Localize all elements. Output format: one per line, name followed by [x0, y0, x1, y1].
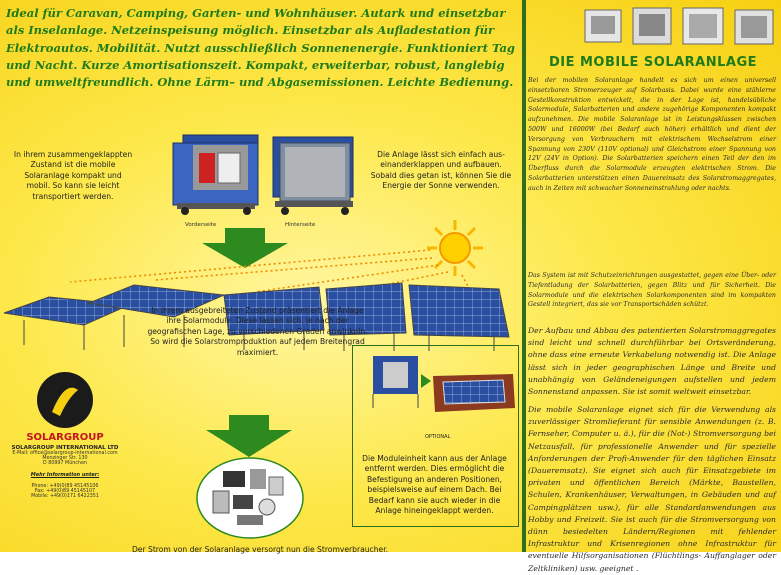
company-city: D 80997 München: [43, 461, 87, 466]
logo-text: SOLARGROUP: [26, 432, 104, 443]
label-front: Vorderseite: [185, 222, 217, 228]
paragraph-setup: Der Aufbau und Abbau des patentierten Solarstromaggregates sind leicht und schnell durchführbar bei Ortsveränderung, ohne dass eine erneute Verkabelung notwendig ist. Die Anlage lässt sich in jeder geographischen Länge und Breite und unabhängig von Geländeneigungen aufstellen und jedem Sonnenstand anpassen. Sie ist somit weltweit einsetzbar.: [528, 326, 776, 397]
column-divider: [522, 0, 526, 552]
caption-setup: Die Anlage lässt sich einfach aus- einanderklappen und aufbauen. Sobald dies getan ist, können Sie die Energie der Sonne verwenden.: [370, 149, 512, 191]
company-phone: Phone: +49(0)89 45145106: [31, 484, 99, 489]
paragraph-protection: Das System ist mit Schutzeinrichtungen ausgestattet, gegen eine Über- oder Tiefentladung der Solarbatterien, gegen Blitz und für Sicherheit. Die Solarmodule und die elektrischen Solarkomponenten sind im kompakten Gestell integriert, das sie vor Transportschäden schützt.: [528, 272, 776, 309]
paragraph-intro: Bei der mobilen Solaranlage handelt es sich um einen universell einsetzbaren Stromerzeuger auf Solarbasis. Dabei wurde eine stählerne Gestellkonstruktion entwickelt, die in der Lage ist, handelsübliche Solarmodule, Solarbatterien und andere zugehörige Komponenten kompakt aufzunehmen. Die mobile Solaranlage ist in Leistungsklassen zwischen 500W und 16000W (bei Bedarf auch höher) erhältlich und dient der Versorgung von Verbrauchern mit elektrischem Wechselstrom einer Spannung von 230V (110V optional) und Gleichstrom einer Spannung von 12V (24V in Option). Die Solarbatterien speichern einen Teil der den im Überfluss durch die Solarmodule erzeugten elektrischen Strom. Die Solarbatterien unterstützen einen Dauereinsatz des Solarstromaggregates, auch in Zeiten mit schwacher Sonneneinstrahlung oder nachts.: [528, 77, 776, 192]
label-back: Hinterseite: [285, 222, 316, 228]
company-fax: Fax: +49(0)89 45145107: [34, 489, 96, 494]
more-info-heading: Mehr Information unter:: [30, 472, 100, 478]
company-mobile: Mobile: +49(0)171 6422351: [31, 494, 99, 499]
company-name: SOLARGROUP INTERNATIONAL LTD: [11, 445, 119, 451]
company-block: [10, 432, 120, 499]
caption-folded: In ihrem zusammengeklappten Zustand ist die mobile Solaranlage kompakt und mobil. So kann sie leicht transportiert werden.: [13, 149, 133, 201]
optional-box: [352, 345, 519, 527]
array-5: [409, 285, 509, 351]
paragraph-uses: Die mobile Solaranlage eignet sich für die Verwendung als zuverlässiger Stromlieferant für sensible Anwendungen (z. B. Fernseher, Computer u. ä.), für die (Not-) Stromversorgung bei Netzausfall, für professionelle Anwender und für spezielle Anforderungen der Profi-Anwender für den täglichen Einsatz (Daueremsatz). Sie eignet sich auch für Einsatzgebiete im privaten und öffentlichen Bereich (Märkte, Baustellen, Schulen, Krankenhäuser, Verwaltungen, in Gebäuden und auf Campingplätzen usw.), für alle Standardanwendungen aus Hobby und Freizeit. Sie ist auch für die Stromversorgung von dünn besiedelten Ländern/Regionen mit fehlender Infrastruktur und Krisenregionen ohne Infrastruktur für eventuelle Hilfsorganisationen (Flüchtlings- Auffanglager oder Zeltkliniken) usw. geeignet .: [528, 405, 776, 573]
headline: Ideal für Caravan, Camping, Garten- und Wohnhäuser. Autark und einsetzbar als Inselanlage. Netzeinspeisung möglich. Einsetzbar als Aufladestation für Elektroautos. Mobilität. Nutzt ausschließlich Sonnenenergie. Funktioniert Tag und Nacht. Kurze Amortisationszeit. Kompakt, erweiterbar, robust, langlebig und umweltfreundlich. Ohne Lärm– und Abgasemissionen. Leichte Bedienung.: [6, 6, 515, 90]
company-street: Menzinger Str. 130: [42, 456, 88, 461]
optional-roof-illustration: [353, 346, 518, 426]
consumers-illustration: [195, 457, 305, 539]
optional-label: OPTIONAL: [425, 434, 451, 440]
product-thumbnails: [585, 4, 775, 49]
caption-expanded: In ihrem ausgebreiteten Zustand präsentiert die Anlage ihre Solarmodule. Diese lassen sich, je nach der geografischen Lage, zu verschiedenen Graden anwinkeln. So wird die Solarstromproduktion auf jedem Breitengrad maximiert.: [147, 305, 368, 357]
caption-bottom: Der Strom von der Solaranlage versorgt nun die Stromverbraucher.: [131, 544, 389, 554]
caption-optional: Die Moduleinheit kann aus der Anlage entfernt werden. Dies ermöglicht die Befestigung an anderen Positionen, beispielsweise auf einem Dach. Bei Bedarf kann sie auch wieder in die Anlage hineingeklappt werden.: [362, 453, 507, 516]
page-title: DIE MOBILE SOLARANLAGE: [548, 55, 758, 70]
solargroup-logo-icon: [30, 370, 100, 430]
company-email[interactable]: E-Mail: office@solargroup-international.com: [12, 451, 118, 456]
